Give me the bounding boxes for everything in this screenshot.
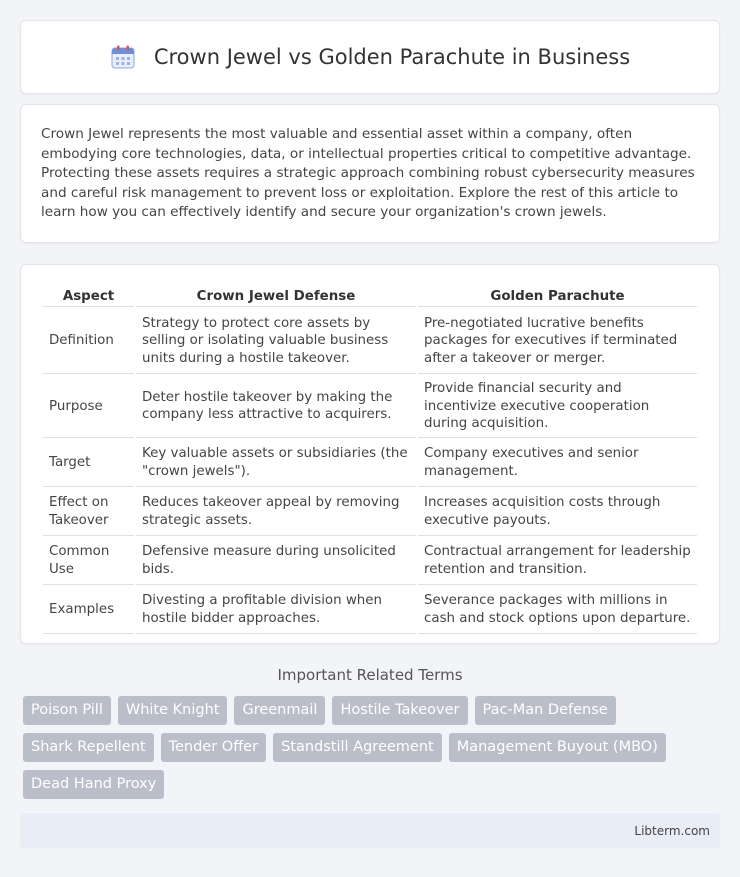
table-row: [43, 440, 697, 487]
row-aspect: Common Use: [43, 538, 134, 585]
title-card: [20, 20, 720, 94]
calendar-icon: [110, 44, 136, 70]
table-header-row: [43, 287, 697, 307]
row-golden-parachute: Increases acquisition costs through executive payouts.: [418, 489, 697, 536]
tag-standstill-agreement[interactable]: Standstill Agreement: [273, 733, 442, 762]
comparison-card: [20, 264, 720, 644]
table-row: [43, 538, 697, 585]
row-crown-jewel: Defensive measure during unsolicited bids.: [136, 538, 416, 585]
footer: [20, 813, 720, 848]
comparison-table: [41, 285, 699, 636]
row-crown-jewel: Strategy to protect core assets by selling or isolating valuable business units during a hostile takeover.: [136, 309, 416, 374]
tag-pac-man-defense[interactable]: Pac-Man Defense: [475, 696, 616, 725]
page-title: Crown Jewel vs Golden Parachute in Business: [153, 45, 631, 69]
row-golden-parachute: Company executives and senior management.: [418, 440, 697, 487]
row-golden-parachute: Contractual arrangement for leadership retention and transition.: [418, 538, 697, 585]
related-terms-title: Important Related Terms: [277, 666, 463, 684]
intro-card: [20, 104, 720, 243]
header-golden-parachute: Golden Parachute: [418, 287, 697, 307]
row-golden-parachute: Provide financial security and incentivize executive cooperation during acquisition.: [418, 376, 697, 438]
row-crown-jewel: Divesting a profitable division when hostile bidder approaches.: [136, 587, 416, 634]
row-aspect: Examples: [43, 587, 134, 634]
related-terms-list: [20, 696, 720, 799]
row-aspect: Target: [43, 440, 134, 487]
intro-text: Crown Jewel represents the most valuable and essential asset within a company, often embodying core technologies, data, or intellectual properties critical to competitive advantage. Protecting these assets requires a strategic approach combining robust cybersecurity measures and careful risk management to prevent loss or exploitation. Explore the rest of this article to learn how you can effectively identify and secure your organization's crown jewels.: [41, 126, 695, 221]
tag-shark-repellent[interactable]: Shark Repellent: [23, 733, 154, 762]
row-crown-jewel: Deter hostile takeover by making the company less attractive to acquirers.: [136, 376, 416, 438]
tag-dead-hand-proxy[interactable]: Dead Hand Proxy: [23, 770, 164, 799]
tag-white-knight[interactable]: White Knight: [118, 696, 228, 725]
table-row: [43, 587, 697, 634]
row-aspect: Purpose: [43, 376, 134, 438]
row-golden-parachute: Severance packages with millions in cash and stock options upon departure.: [418, 587, 697, 634]
row-aspect: Effect on Takeover: [43, 489, 134, 536]
tag-hostile-takeover[interactable]: Hostile Takeover: [332, 696, 467, 725]
tag-tender-offer[interactable]: Tender Offer: [161, 733, 267, 762]
header-aspect: Aspect: [43, 287, 134, 307]
table-row: [43, 309, 697, 374]
row-crown-jewel: Reduces takeover appeal by removing strategic assets.: [136, 489, 416, 536]
row-aspect: Definition: [43, 309, 134, 374]
row-crown-jewel: Key valuable assets or subsidiaries (the "crown jewels").: [136, 440, 416, 487]
footer-brand[interactable]: Libterm.com: [634, 823, 710, 838]
table-row: [43, 489, 697, 536]
header-crown-jewel: Crown Jewel Defense: [136, 287, 416, 307]
tag-poison-pill[interactable]: Poison Pill: [23, 696, 111, 725]
tag-greenmail[interactable]: Greenmail: [234, 696, 325, 725]
row-golden-parachute: Pre-negotiated lucrative benefits packages for executives if terminated after a takeover or merger.: [418, 309, 697, 374]
tag-management-buyout[interactable]: Management Buyout (MBO): [449, 733, 666, 762]
table-row: [43, 376, 697, 438]
